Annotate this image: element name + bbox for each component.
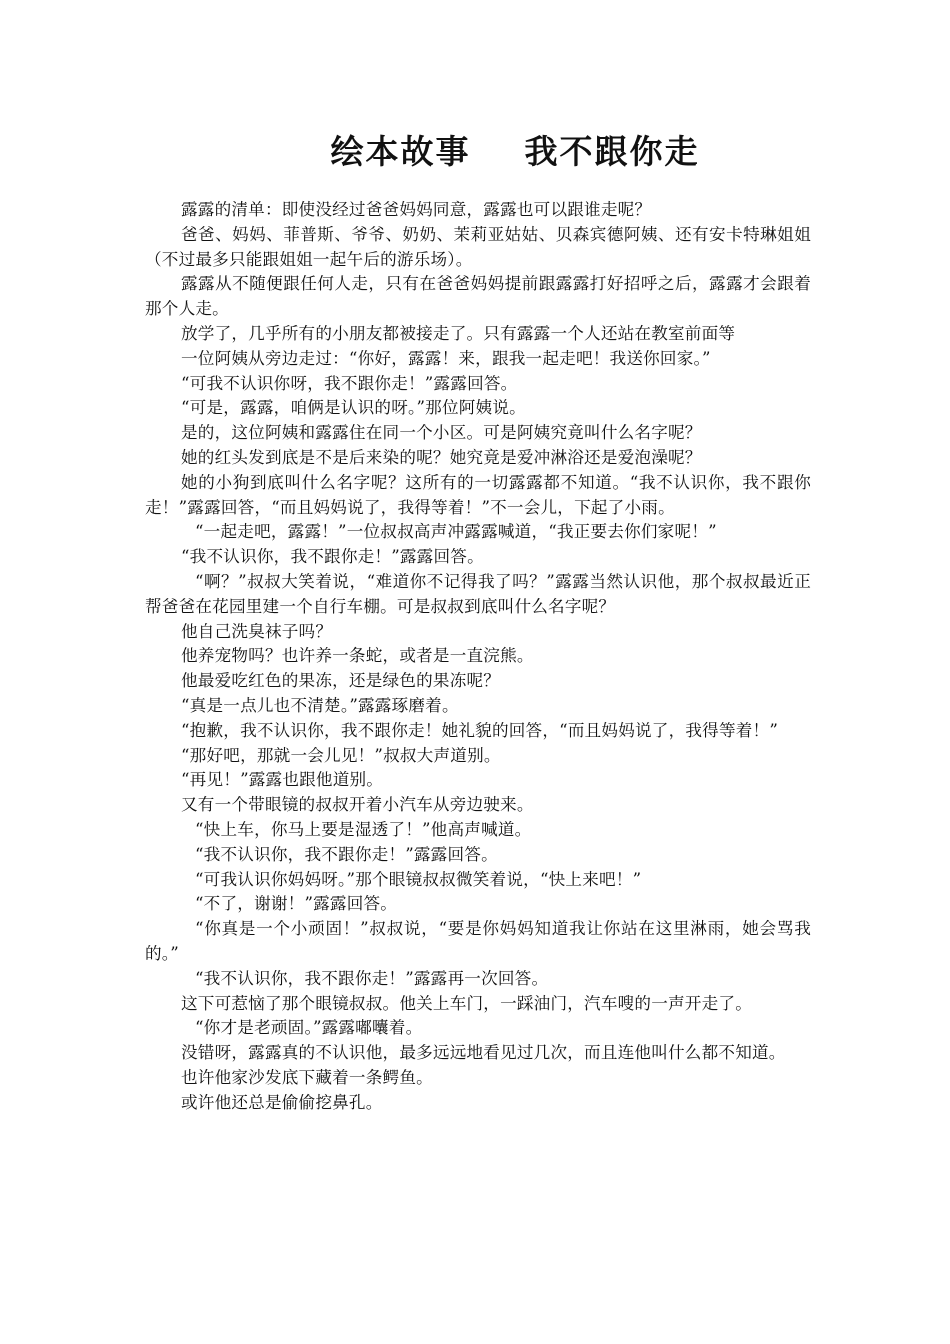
- paragraph: 她的小狗到底叫什么名字呢？这所有的一切露露都不知道。“我不认识你，我不跟你走！”露露回答，“而且妈妈说了，我得等着！”不一会儿，下起了小雨。: [145, 472, 811, 517]
- paragraph: 他养宠物吗？也许养一条蛇，或者是一直浣熊。: [181, 646, 534, 666]
- paragraph: “可我认识你妈妈呀。”那个眼镜叔叔微笑着说，“快上来吧！”: [195, 869, 642, 889]
- paragraph: 没错呀，露露真的不认识他，最多远远地看见过几次，而且连他叫什么都不知道。: [181, 1043, 786, 1063]
- paragraph: 一位阿姨从旁边走过：“你好，露露！来，跟我一起走吧！我送你回家。”: [181, 348, 711, 368]
- page-title: 绘本故事 我不跟你走: [330, 132, 700, 171]
- paragraph: “我不认识你，我不跟你走！”露露回答。: [195, 844, 498, 864]
- paragraph: “真是一点儿也不清楚。”露露琢磨着。: [181, 695, 459, 715]
- paragraph: “抱歉，我不认识你，我不跟你走！她礼貌的回答，“而且妈妈说了，我得等着！”: [181, 720, 779, 740]
- paragraph: “你才是老顽固。”露露嘟囔着。: [195, 1018, 423, 1038]
- paragraph: “快上车，你马上要是湿透了！”他高声喊道。: [195, 819, 532, 839]
- paragraph: 是的，这位阿姨和露露住在同一个小区。可是阿姨究竟叫什么名字呢？: [181, 423, 702, 443]
- paragraph: 露露从不随便跟任何人走，只有在爸爸妈妈提前跟露露打好招呼之后，露露才会跟着那个人走。: [145, 274, 811, 319]
- paragraph: 她的红头发到底是不是后来染的呢？她究竟是爱冲淋浴还是爱泡澡呢？: [181, 447, 702, 467]
- paragraph: 又有一个带眼镜的叔叔开着小汽车从旁边驶来。: [181, 795, 534, 815]
- paragraph: “一起走吧，露露！”一位叔叔高声冲露露喊道，“我正要去你们家呢！”: [195, 522, 717, 542]
- paragraph: “啊？”叔叔大笑着说，“难道你不记得我了吗？”露露当然认识他，那个叔叔最近正帮爸爸在花园里建一个自行车棚。可是叔叔到底叫什么名字呢？: [145, 571, 811, 616]
- paragraph: 他最爱吃红色的果冻，还是绿色的果冻呢？: [181, 671, 501, 691]
- paragraph: “那好吧，那就一会儿见！”叔叔大声道别。: [181, 745, 501, 765]
- paragraph: 这下可惹恼了那个眼镜叔叔。他关上车门，一踩油门，汽车嗖的一声开走了。: [181, 993, 752, 1013]
- paragraph: “可是，露露，咱俩是认识的呀。”那位阿姨说。: [181, 398, 526, 418]
- paragraph: 放学了，几乎所有的小朋友都被接走了。只有露露一个人还站在教室前面等: [181, 323, 736, 343]
- paragraph: 也许他家沙发底下藏着一条鳄鱼。: [181, 1067, 433, 1087]
- paragraph: “我不认识你，我不跟你走！”露露回答。: [181, 547, 484, 567]
- paragraph: 或许他还总是偷偷挖鼻孔。: [181, 1092, 383, 1112]
- paragraph: 露露的清单：即使没经过爸爸妈妈同意，露露也可以跟谁走呢？: [181, 200, 652, 219]
- paragraph: “不了，谢谢！”露露回答。: [195, 894, 398, 914]
- paragraph: 他自己洗臭袜子吗？: [181, 621, 333, 641]
- paragraph: “再见！”露露也跟他道别。: [181, 770, 384, 790]
- paragraph: “可我不认识你呀，我不跟你走！”露露回答。: [181, 373, 518, 393]
- paragraph: 爸爸、妈妈、菲普斯、爷爷、奶奶、茉莉亚姑姑、贝森宾德阿姨、还有安卡特琳姐姐（不过最多只能跟姐姐一起午后的游乐场）。: [145, 224, 811, 269]
- story-body: [145, 198, 811, 1115]
- paragraph: “我不认识你，我不跟你走！”露露再一次回答。: [195, 968, 549, 988]
- paragraph: “你真是一个小顽固！”叔叔说，“要是你妈妈知道我让你站在这里淋雨，她会骂我的。”: [145, 919, 811, 963]
